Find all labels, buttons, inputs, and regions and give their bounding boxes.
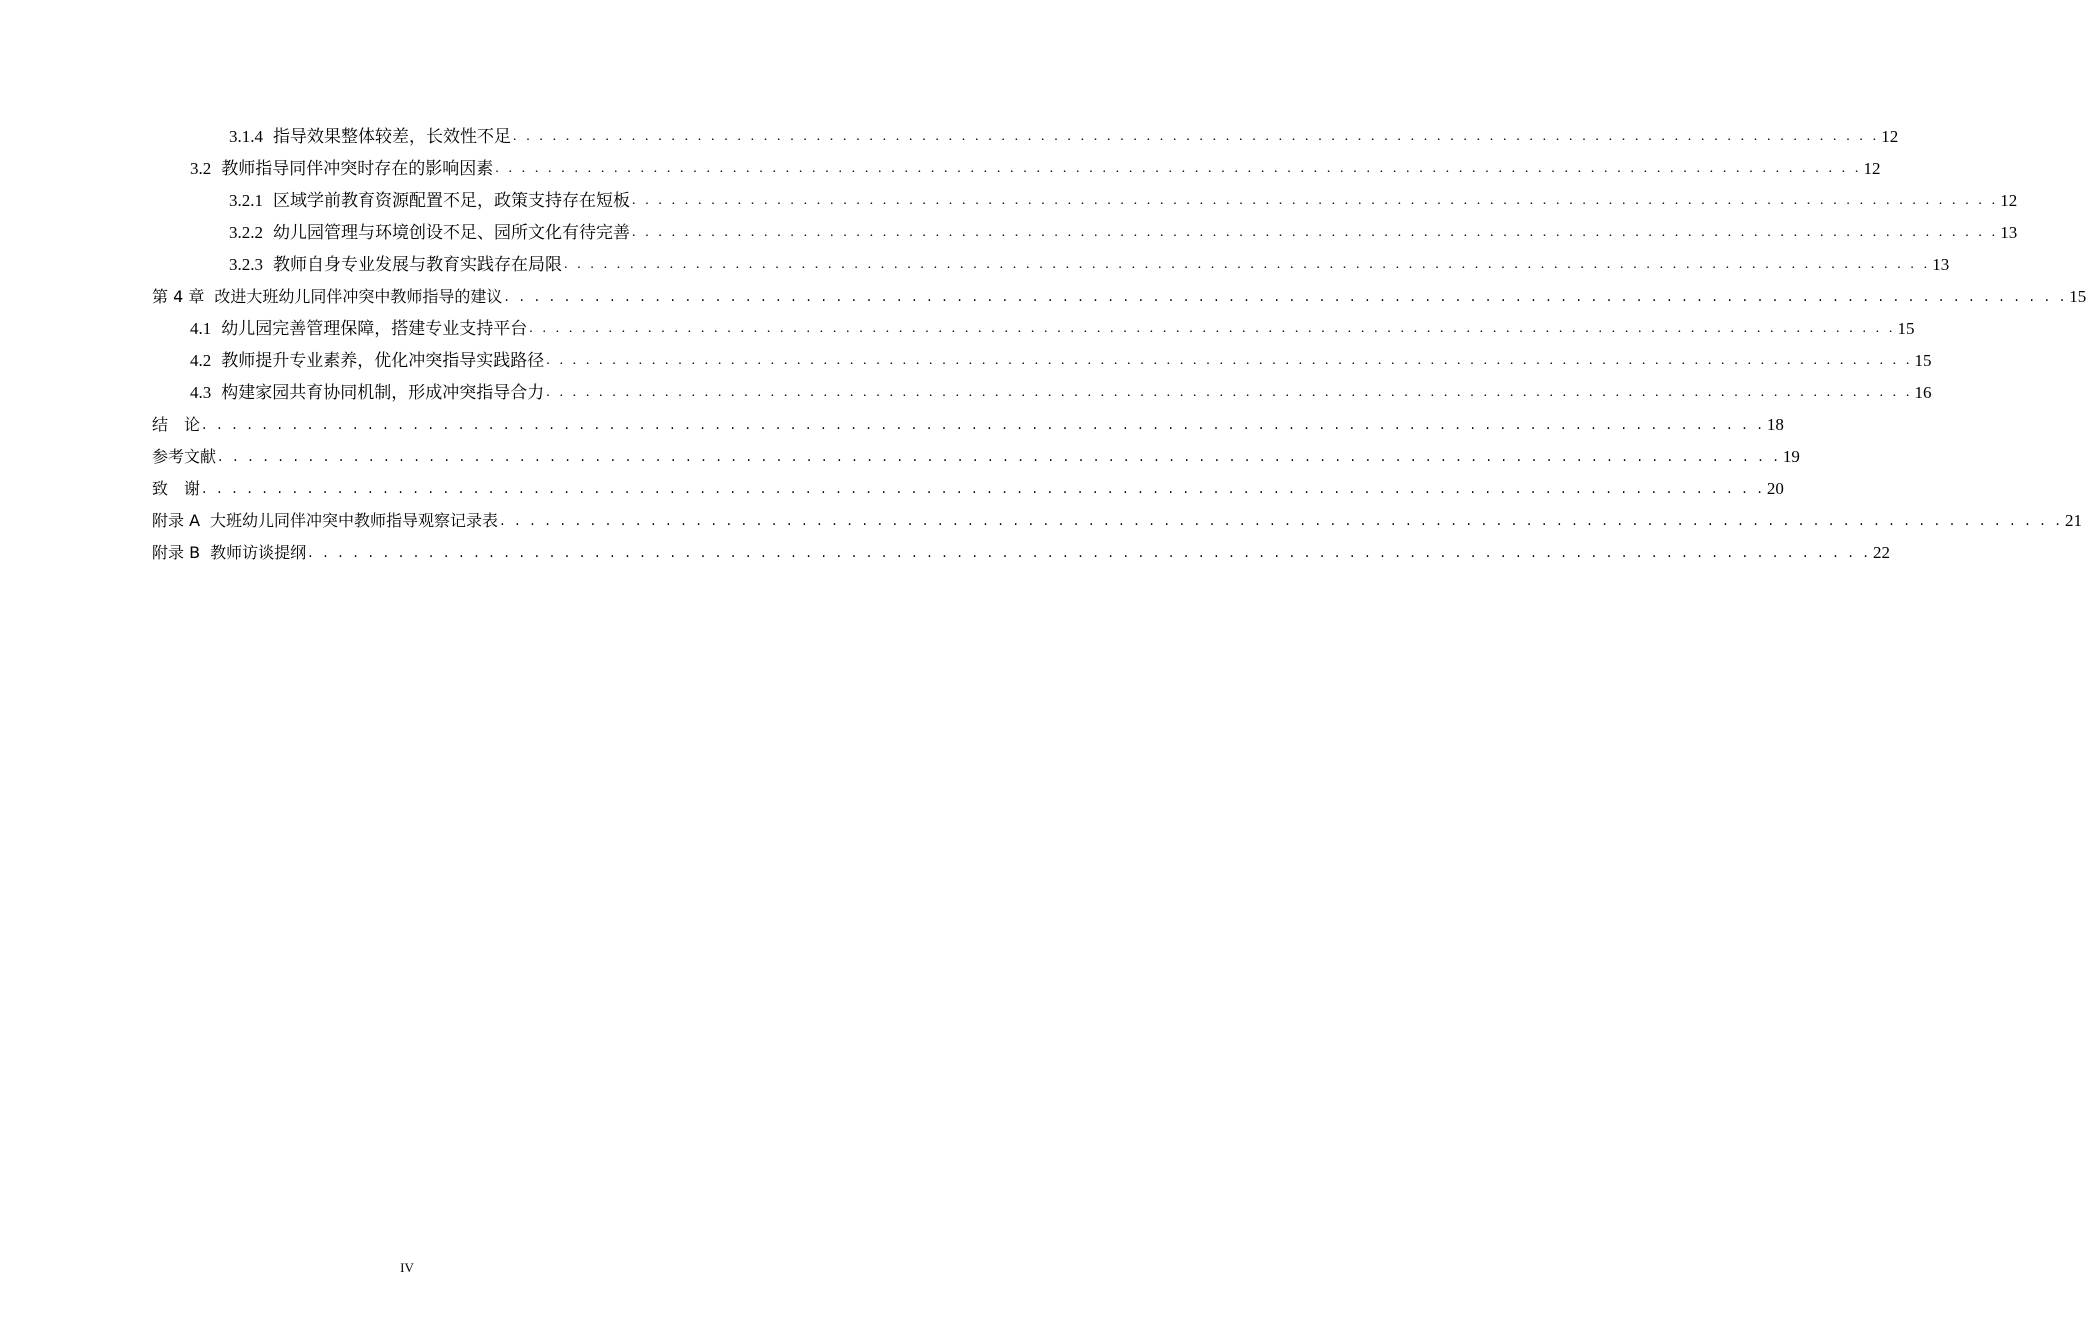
toc-entry-number: 附录 B xyxy=(152,543,201,562)
toc-entry-title: 构建家园共育协同机制，形成冲突指导合力 xyxy=(221,383,545,402)
toc-entry-page: 18 xyxy=(1766,415,1784,434)
toc-leader-dots: . . . . . . . . . . . . . . . . . . . . . . . . . . . . . . . . . . . . . . . . . . . . . . . . . . . . . . . . . . . . . . . . . . . . . . . . . . . . . . . . . . . . . . . . . . . . . . . . . . . . . . . . xyxy=(546,353,1913,368)
toc-entry-page: 15 xyxy=(2069,287,2086,306)
toc-entry-number: 4.1 xyxy=(190,319,212,338)
toc-entry-page: 15 xyxy=(1897,319,1915,338)
toc-leader-dots: . . . . . . . . . . . . . . . . . . . . . . . . . . . . . . . . . . . . . . . . . . . . . . . . . . . . . . . . . . . . . . . . . . . . . . . . . . . . . . . . . . . . . . . . . . . . . . . . . . . . . . . . xyxy=(504,289,2068,305)
toc-entry-page: 12 xyxy=(1881,127,1899,146)
toc-leader-dots: . . . . . . . . . . . . . . . . . . . . . . . . . . . . . . . . . . . . . . . . . . . . . . . . . . . . . . . . . . . . . . . . . . . . . . . . . . . . . . . . . . . . . . . . . . . . . . . . . . . . . . . . xyxy=(632,193,1999,208)
toc-leader-dots: . . . . . . . . . . . . . . . . . . . . . . . . . . . . . . . . . . . . . . . . . . . . . . . . . . . . . . . . . . . . . . . . . . . . . . . . . . . . . . . . . . . . . . . . . . . . . . . . . . . . . . . . xyxy=(308,545,1871,561)
toc-leader-dots: . . . . . . . . . . . . . . . . . . . . . . . . . . . . . . . . . . . . . . . . . . . . . . . . . . . . . . . . . . . . . . . . . . . . . . . . . . . . . . . . . . . . . . . . . . . . . . . . . . . . . . . . xyxy=(546,385,1913,400)
toc-entry-number: 4.2 xyxy=(190,351,212,370)
toc-entry-page: 15 xyxy=(1914,351,1932,370)
toc-entry-page: 13 xyxy=(1932,255,1950,274)
toc-entry-4-1[interactable] xyxy=(190,308,1915,340)
toc-entry-number: 3.2.2 xyxy=(229,223,263,242)
toc-entry-page: 20 xyxy=(1766,479,1784,498)
toc-entry-number: 3.2 xyxy=(190,159,212,178)
toc-entry-appendix-b[interactable] xyxy=(152,532,1890,564)
toc-entry-page: 16 xyxy=(1914,383,1932,402)
toc-entry-title: 结 论 xyxy=(152,415,201,434)
toc-entry-title: 教师自身专业发展与教育实践存在局限 xyxy=(273,255,562,274)
toc-entry-title: 参考文献 xyxy=(152,447,217,466)
toc-entry-3-2-2[interactable] xyxy=(229,212,2018,244)
toc-entry-number: 第 4 章 xyxy=(152,287,205,306)
toc-entry-page: 19 xyxy=(1782,447,1800,466)
toc-leader-dots: . . . . . . . . . . . . . . . . . . . . . . . . . . . . . . . . . . . . . . . . . . . . . . . . . . . . . . . . . . . . . . . . . . . . . . . . . . . . . . . . . . . . . . . . . . . . . . . . . . . . . . . . xyxy=(632,225,1999,240)
toc-entry-number: 附录 A xyxy=(152,511,201,530)
toc-entry-4-2[interactable] xyxy=(190,340,1932,372)
toc-entry-number: 3.2.1 xyxy=(229,191,263,210)
toc-leader-dots: . . . . . . . . . . . . . . . . . . . . . . . . . . . . . . . . . . . . . . . . . . . . . . . . . . . . . . . . . . . . . . . . . . . . . . . . . . . . . . . . . . . . . . . . . . . . . . . . . . . . . . . . xyxy=(202,481,1765,497)
toc-entry-page: 13 xyxy=(2000,223,2018,242)
toc-entry-number: 4.3 xyxy=(190,383,212,402)
toc-entry-3-2-3[interactable] xyxy=(229,244,1950,276)
toc-entry-acknowledgements[interactable] xyxy=(152,468,1784,500)
toc-entry-page: 21 xyxy=(2064,511,2082,530)
toc-entry-title: 幼儿园完善管理保障，搭建专业支持平台 xyxy=(221,319,528,338)
toc-entry-number: 3.1.4 xyxy=(229,127,263,146)
toc-entry-title: 幼儿园管理与环境创设不足、园所文化有待完善 xyxy=(273,223,630,242)
toc-leader-dots: . . . . . . . . . . . . . . . . . . . . . . . . . . . . . . . . . . . . . . . . . . . . . . . . . . . . . . . . . . . . . . . . . . . . . . . . . . . . . . . . . . . . . . . . . . . . . . . . . . . . . . . . xyxy=(218,449,1781,465)
toc-entry-title: 教师指导同伴冲突时存在的影响因素 xyxy=(221,159,494,178)
toc-entry-title: 大班幼儿同伴冲突中教师指导观察记录表 xyxy=(210,511,499,530)
toc-entry-3-1-4[interactable] xyxy=(229,116,1899,148)
toc-leader-dots: . . . . . . . . . . . . . . . . . . . . . . . . . . . . . . . . . . . . . . . . . . . . . . . . . . . . . . . . . . . . . . . . . . . . . . . . . . . . . . . . . . . . . . . . . . . . . . . . . . . . . . . . xyxy=(202,417,1765,433)
toc-leader-dots: . . . . . . . . . . . . . . . . . . . . . . . . . . . . . . . . . . . . . . . . . . . . . . . . . . . . . . . . . . . . . . . . . . . . . . . . . . . . . . . . . . . . . . . . . . . . . . . . . . . . . . . . xyxy=(513,129,1880,144)
toc-entry-conclusion[interactable] xyxy=(152,404,1784,436)
toc-leader-dots: . . . . . . . . . . . . . . . . . . . . . . . . . . . . . . . . . . . . . . . . . . . . . . . . . . . . . . . . . . . . . . . . . . . . . . . . . . . . . . . . . . . . . . . . . . . . . . . . . . . . . . . . xyxy=(495,161,1862,176)
toc-leader-dots: . . . . . . . . . . . . . . . . . . . . . . . . . . . . . . . . . . . . . . . . . . . . . . . . . . . . . . . . . . . . . . . . . . . . . . . . . . . . . . . . . . . . . . . . . . . . . . . . . . . . . . . . xyxy=(529,321,1896,336)
toc-entry-title: 指导效果整体较差，长效性不足 xyxy=(273,127,511,146)
toc-entry-title: 教师提升专业素养，优化冲突指导实践路径 xyxy=(221,351,545,370)
toc-entry-title: 区域学前教育资源配置不足，政策支持存在短板 xyxy=(273,191,630,210)
toc-leader-dots: . . . . . . . . . . . . . . . . . . . . . . . . . . . . . . . . . . . . . . . . . . . . . . . . . . . . . . . . . . . . . . . . . . . . . . . . . . . . . . . . . . . . . . . . . . . . . . . . . . . . . . . . xyxy=(564,257,1931,272)
toc-entry-title: 教师访谈提纲 xyxy=(210,543,307,562)
toc-entry-title: 致 谢 xyxy=(152,479,201,498)
toc-entry-4-3[interactable] xyxy=(190,372,1932,404)
toc-entry-title: 改进大班幼儿同伴冲突中教师指导的建议 xyxy=(214,287,503,306)
toc-entry-chapter-4[interactable] xyxy=(152,276,2086,308)
page-number-footer: IV xyxy=(400,1260,414,1275)
toc-entry-appendix-a[interactable] xyxy=(152,500,2082,532)
toc-entry-number: 3.2.3 xyxy=(229,255,263,274)
toc-leader-dots: . . . . . . . . . . . . . . . . . . . . . . . . . . . . . . . . . . . . . . . . . . . . . . . . . . . . . . . . . . . . . . . . . . . . . . . . . . . . . . . . . . . . . . . . . . . . . . . . . . . . . . . . xyxy=(500,513,2063,529)
toc-entry-3-2-1[interactable] xyxy=(229,180,2018,212)
toc-entry-page: 12 xyxy=(2000,191,2018,210)
toc-entry-page: 22 xyxy=(1872,543,1890,562)
toc-entry-3-2[interactable] xyxy=(190,148,1881,180)
toc-entry-page: 12 xyxy=(1863,159,1881,178)
toc-entry-references[interactable] xyxy=(152,436,1800,468)
